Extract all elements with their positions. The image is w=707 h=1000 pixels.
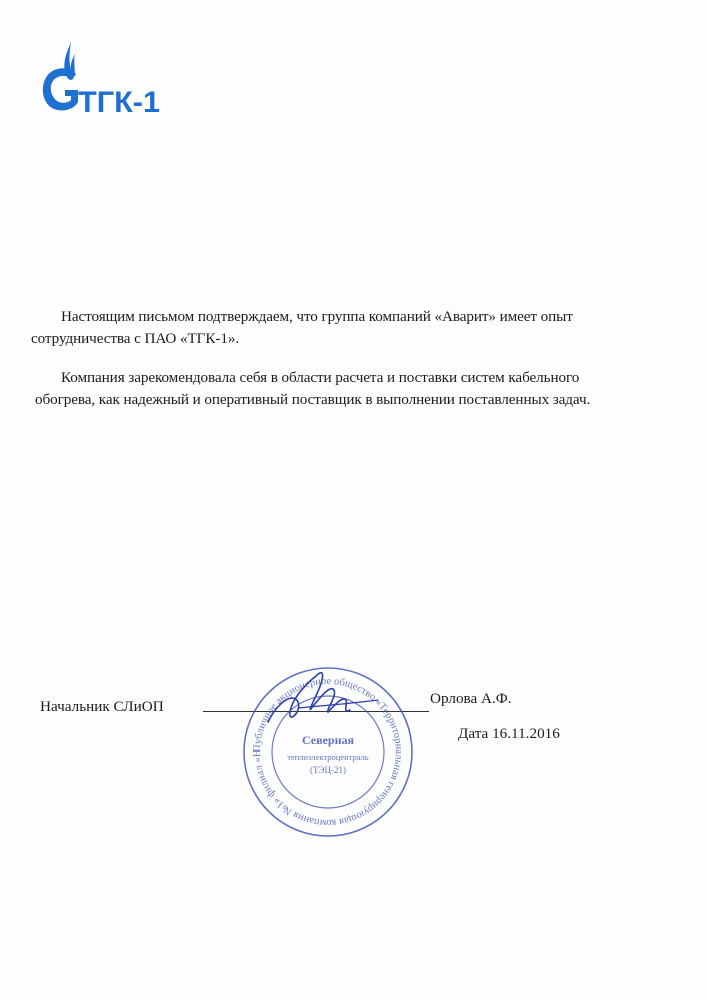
stamp-seal-icon — [238, 662, 418, 842]
paragraph-line: сотрудничества с ПАО «ТГК-1». — [31, 330, 240, 347]
logo-text: ТГК-1 — [78, 86, 160, 119]
stamp-ring-text: Публичное акционерное общество «Территориальная генерирующая компания №1» филиал «Н — [251, 675, 405, 829]
stamp-center-code: (ТЭЦ-21) — [310, 765, 346, 775]
paragraph-line: Настоящим письмом подтверждаем, что группа компаний «Аварит» имеет опыт — [61, 308, 573, 325]
paragraph-line: Компания зарекомендовала себя в области расчета и поставки систем кабельного — [61, 369, 580, 386]
official-stamp — [238, 662, 418, 842]
company-logo — [36, 40, 166, 120]
stamp-center-title: Северная — [301, 733, 355, 747]
signatory-name: Орлова А.Ф. — [430, 690, 512, 707]
signatory-position: Начальник СЛиОП — [40, 698, 164, 715]
paragraph-line: обогрева, как надежный и оперативный поставщик в выполнении поставленных задач. — [35, 391, 591, 408]
flame-logo-icon — [36, 40, 166, 120]
stamp-center-subtitle: теплоэлектроцентраль — [287, 752, 369, 762]
paragraph-cooperation — [31, 306, 677, 350]
signature-date: Дата 16.11.2016 — [458, 725, 560, 742]
paragraph-recommendation — [35, 367, 677, 411]
